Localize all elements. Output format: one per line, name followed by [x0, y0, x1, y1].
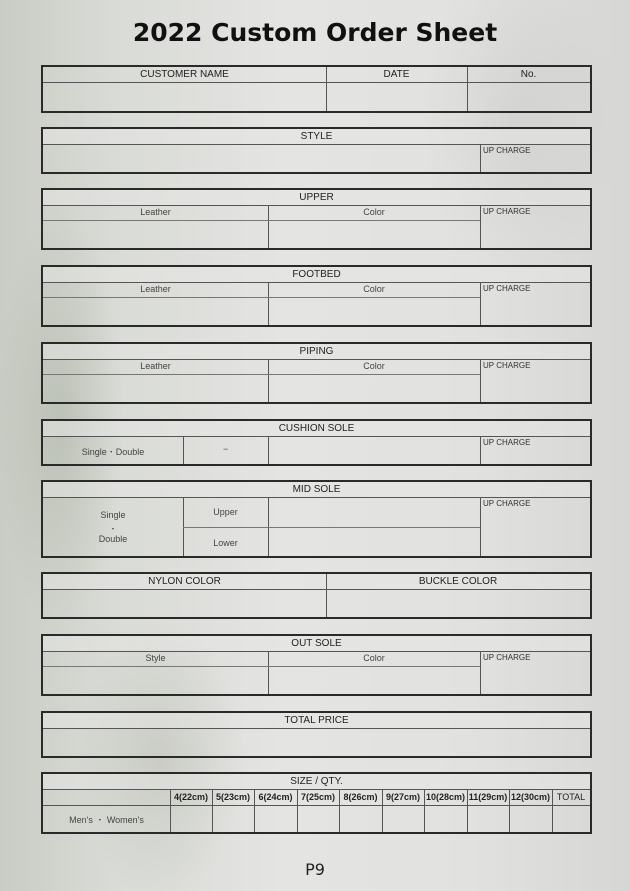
style-upcharge-label: UP CHARGE	[483, 146, 531, 155]
buckle-color-field[interactable]	[327, 590, 590, 617]
outsole-style-label: Style	[145, 653, 166, 663]
outsole-style-field[interactable]	[43, 667, 268, 694]
qty-cell-10[interactable]	[425, 806, 467, 832]
cushion-header: CUSHION SOLE	[43, 421, 590, 437]
piping-upcharge-label: UP CHARGE	[483, 361, 531, 370]
upper-color-field[interactable]	[269, 221, 480, 248]
style-section	[41, 127, 592, 174]
piping-color-field[interactable]	[269, 375, 480, 402]
midsole-upper-label: Upper	[213, 507, 238, 517]
footbed-color-label: Color	[363, 284, 385, 294]
buckle-color-label: BUCKLE COLOR	[418, 576, 498, 587]
midsole-double-label: Double	[98, 534, 128, 544]
qty-cell-5[interactable]	[213, 806, 254, 832]
style-header: STYLE	[43, 129, 590, 145]
midsole-upper-field[interactable]	[269, 498, 480, 527]
size-header: 9(27cm)	[385, 792, 421, 802]
upper-leather-label: Leather	[140, 207, 171, 217]
cushion-field[interactable]	[269, 437, 480, 464]
cushion-dash: −	[222, 444, 229, 454]
customer-name-field[interactable]	[43, 83, 326, 111]
midsole-single-label: Single	[100, 510, 126, 520]
cushion-upcharge-label: UP CHARGE	[483, 438, 531, 447]
gender-row-label: Men's ・ Women's	[69, 815, 144, 825]
upper-header: UPPER	[43, 190, 590, 206]
nylon-color-field[interactable]	[43, 590, 326, 617]
piping-leather-field[interactable]	[43, 375, 268, 402]
qty-cell-12[interactable]	[510, 806, 552, 832]
qty-cell-total[interactable]	[553, 806, 590, 832]
footbed-upcharge-label: UP CHARGE	[483, 284, 531, 293]
footbed-section	[41, 265, 592, 327]
outsole-upcharge-label: UP CHARGE	[483, 653, 531, 662]
upper-upcharge-label: UP CHARGE	[483, 207, 531, 216]
footbed-color-field[interactable]	[269, 298, 480, 325]
upper-color-label: Color	[363, 207, 385, 217]
qty-cell-7[interactable]	[298, 806, 339, 832]
footbed-leather-field[interactable]	[43, 298, 268, 325]
total-qty-header: TOTAL	[556, 792, 586, 802]
style-field[interactable]	[43, 145, 480, 172]
size-header: 12(30cm)	[510, 792, 551, 802]
qty-cell-9[interactable]	[383, 806, 424, 832]
total-price-section	[41, 711, 592, 758]
upper-section	[41, 188, 592, 250]
size-header: 10(28cm)	[425, 792, 466, 802]
date-label: DATE	[383, 69, 410, 80]
qty-cell-4[interactable]	[171, 806, 212, 832]
total-price-header: TOTAL PRICE	[43, 713, 590, 729]
midsole-header: MID SOLE	[43, 482, 590, 498]
size-header: 5(23cm)	[215, 792, 251, 802]
size-header: 11(29cm)	[468, 792, 508, 802]
midsole-lower-label: Lower	[213, 538, 238, 548]
date-field[interactable]	[327, 83, 467, 111]
outsole-color-field[interactable]	[269, 667, 480, 694]
total-price-field[interactable]	[43, 729, 590, 756]
mid-sole-section	[41, 480, 592, 558]
size-header: 6(24cm)	[258, 792, 293, 802]
page-number: P9	[305, 860, 325, 879]
midsole-lower-field[interactable]	[269, 528, 480, 556]
piping-color-label: Color	[363, 361, 385, 371]
out-sole-section	[41, 634, 592, 696]
size-qty-header: SIZE / QTY.	[43, 774, 590, 790]
qty-cell-6[interactable]	[255, 806, 297, 832]
size-qty-section	[41, 772, 592, 834]
outsole-header: OUT SOLE	[43, 636, 590, 652]
upper-leather-field[interactable]	[43, 221, 268, 248]
midsole-dot: ・	[108, 524, 118, 534]
footbed-header: FOOTBED	[43, 267, 590, 283]
piping-leather-label: Leather	[140, 361, 171, 371]
piping-header: PIPING	[43, 344, 590, 360]
customer-section	[41, 65, 592, 113]
size-header: 4(22cm)	[173, 792, 209, 802]
size-header: 8(26cm)	[343, 792, 378, 802]
customer-name-label: CUSTOMER NAME	[140, 69, 229, 80]
midsole-upcharge-label: UP CHARGE	[483, 499, 531, 508]
page-title: 2022 Custom Order Sheet	[132, 18, 498, 47]
qty-cell-8[interactable]	[340, 806, 382, 832]
nylon-color-label: NYLON COLOR	[148, 576, 221, 587]
cushion-sole-section	[41, 419, 592, 466]
cushion-option-label: Single・Double	[81, 447, 145, 457]
number-label: No.	[520, 69, 537, 80]
qty-cell-11[interactable]	[468, 806, 509, 832]
size-header: 7(25cm)	[300, 792, 336, 802]
outsole-color-label: Color	[363, 653, 385, 663]
number-field[interactable]	[468, 83, 590, 111]
footbed-leather-label: Leather	[140, 284, 171, 294]
piping-section	[41, 342, 592, 404]
nylon-buckle-section	[41, 572, 592, 619]
